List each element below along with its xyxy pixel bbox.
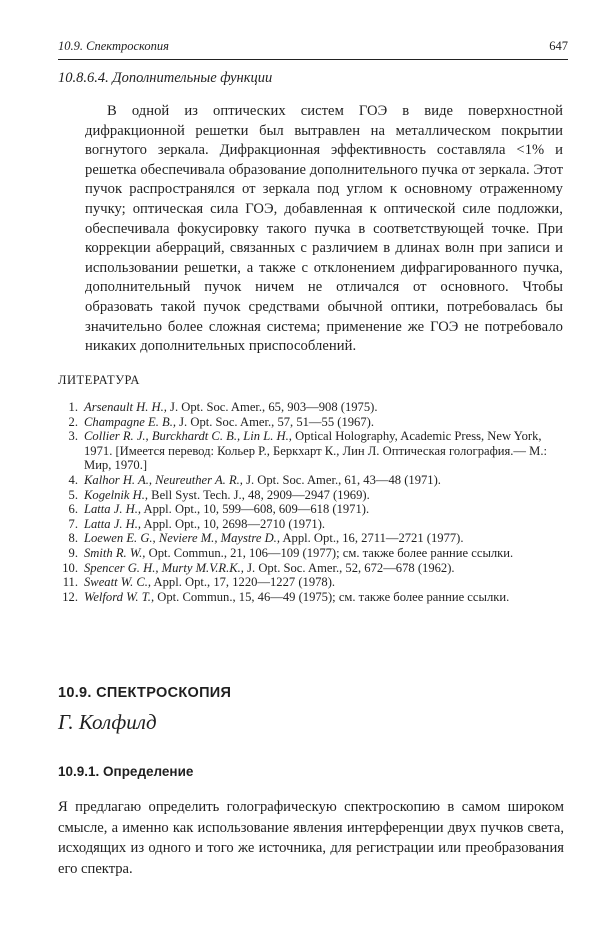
reference-item xyxy=(58,488,568,503)
reference-item xyxy=(58,517,568,532)
reference-item xyxy=(58,400,568,415)
literature-heading: ЛИТЕРАТУРА xyxy=(58,373,140,387)
subsection-title: 10.8.6.4. Дополнительные функции xyxy=(58,70,273,86)
reference-item xyxy=(58,415,568,430)
section-subtitle: 10.9.1. Определение xyxy=(58,764,194,779)
definition-paragraph: Я предлагаю определить голографическую спектроскопию в самом широком смысле, а именно как использование явления интерференции двух пучков света, исходящих из одного и того же источника, для регистрации или преобразования его спектра. xyxy=(58,799,564,877)
reference-number: 12. xyxy=(62,589,78,604)
reference-number: 10. xyxy=(62,560,78,575)
section-author: Г. Колфилд xyxy=(58,710,157,734)
section-title: 10.9. СПЕКТРОСКОПИЯ xyxy=(58,685,232,701)
reference-authors: Latta J. H., xyxy=(84,502,142,517)
reference-citation: Opt. Commun., 21, 106—109 (1977); см. также более ранние ссылки. xyxy=(145,545,514,560)
running-header xyxy=(58,37,568,60)
reference-authors: Sweatt W. C., xyxy=(84,575,152,590)
reference-number: 8. xyxy=(68,531,78,546)
reference-citation: Appl. Opt., 17, 1220—1227 (1978). xyxy=(151,575,336,590)
reference-authors: Champagne E. B., xyxy=(84,414,176,429)
reference-item xyxy=(58,531,568,546)
reference-list xyxy=(58,400,568,604)
reference-authors: Smith R. W., xyxy=(84,545,146,560)
body-paragraph: В одной из оптических систем ГОЭ в виде поверхностной дифракционной решетки был вытравлен на металлическом покрытии вогнутого зеркала. Дифракционная эффективность составляла <1% и решетка обеспечивала образование дополнительного пучка от зеркала. Этот пучок распространялся от зеркала под углом к основному отраженному пучку; оптическая сила ГОЭ, добавленная к оптической силе подложки, обеспечивала фокусировку такого пучка в соответствующей точке. При коррекции аберраций, связанных с различием в длинах волн при записи и использовании решетки, а также с отклонением дифрагированного пучка, дополнительный пучок ничем не отличался от основного. Чтобы образовать такой пучок средствами обычной оптики, потребовалась бы значительно более сложная система; применение же ГОЭ не потребовало никаких дополнительных приспособлений. xyxy=(85,103,563,355)
reference-authors: Spencer G. H., Murty M.V.R.K., xyxy=(84,560,244,575)
reference-item xyxy=(58,473,568,488)
reference-citation: J. Opt. Soc. Amer., 61, 43—48 (1971). xyxy=(242,472,441,487)
reference-number: 9. xyxy=(68,545,78,560)
reference-number: 2. xyxy=(68,414,78,429)
reference-authors: Arsenault H. H., xyxy=(84,400,167,414)
reference-item xyxy=(58,502,568,517)
reference-citation: J. Opt. Soc. Amer., 57, 51—55 (1967). xyxy=(176,414,374,429)
reference-number: 3. xyxy=(68,429,78,444)
reference-item xyxy=(58,561,568,576)
reference-authors: Welford W. T., xyxy=(84,589,155,604)
reference-citation: Bell Syst. Tech. J., 48, 2909—2947 (1969). xyxy=(148,487,370,502)
reference-number: 4. xyxy=(68,472,78,487)
page-number: 647 xyxy=(549,39,568,53)
reference-number: 5. xyxy=(68,487,78,502)
reference-citation: Opt. Commun., 15, 46—49 (1975); см. также более ранние ссылки. xyxy=(154,589,510,604)
running-title: 10.9. Спектроскопия xyxy=(58,39,169,53)
reference-number: 11. xyxy=(62,575,78,590)
reference-number: 1. xyxy=(68,400,78,414)
reference-authors: Collier R. J., Burckhardt C. B., Lin L. H., xyxy=(84,429,292,444)
reference-item xyxy=(58,546,568,561)
reference-item xyxy=(58,575,568,590)
reference-authors: Kogelnik H., xyxy=(84,487,149,502)
reference-authors: Kalhor H. A., Neureuther A. R., xyxy=(84,472,243,487)
reference-authors: Latta J. H., xyxy=(84,516,142,531)
reference-authors: Loewen E. G., Neviere M., Maystre D., xyxy=(84,531,280,546)
reference-citation: J. Opt. Soc. Amer., 52, 672—678 (1962). xyxy=(243,560,455,575)
reference-number: 7. xyxy=(68,516,78,531)
reference-citation: Appl. Opt., 10, 2698—2710 (1971). xyxy=(141,516,326,531)
reference-citation: Appl. Opt., 16, 2711—2721 (1977). xyxy=(279,531,464,546)
reference-citation: Optical Holography, Academic Press, New York, 1971. [Имеется перевод: Кольер Р., Беркхарт К., Лин Л. Оптическая голография.— М.: Мир, 1970.] xyxy=(84,429,548,473)
reference-citation: Appl. Opt., 10, 599—608, 609—618 (1971). xyxy=(141,502,370,517)
reference-citation: J. Opt. Soc. Amer., 65, 903—908 (1975). xyxy=(166,400,378,414)
reference-item xyxy=(58,429,568,473)
reference-item xyxy=(58,590,568,605)
reference-number: 6. xyxy=(68,502,78,517)
